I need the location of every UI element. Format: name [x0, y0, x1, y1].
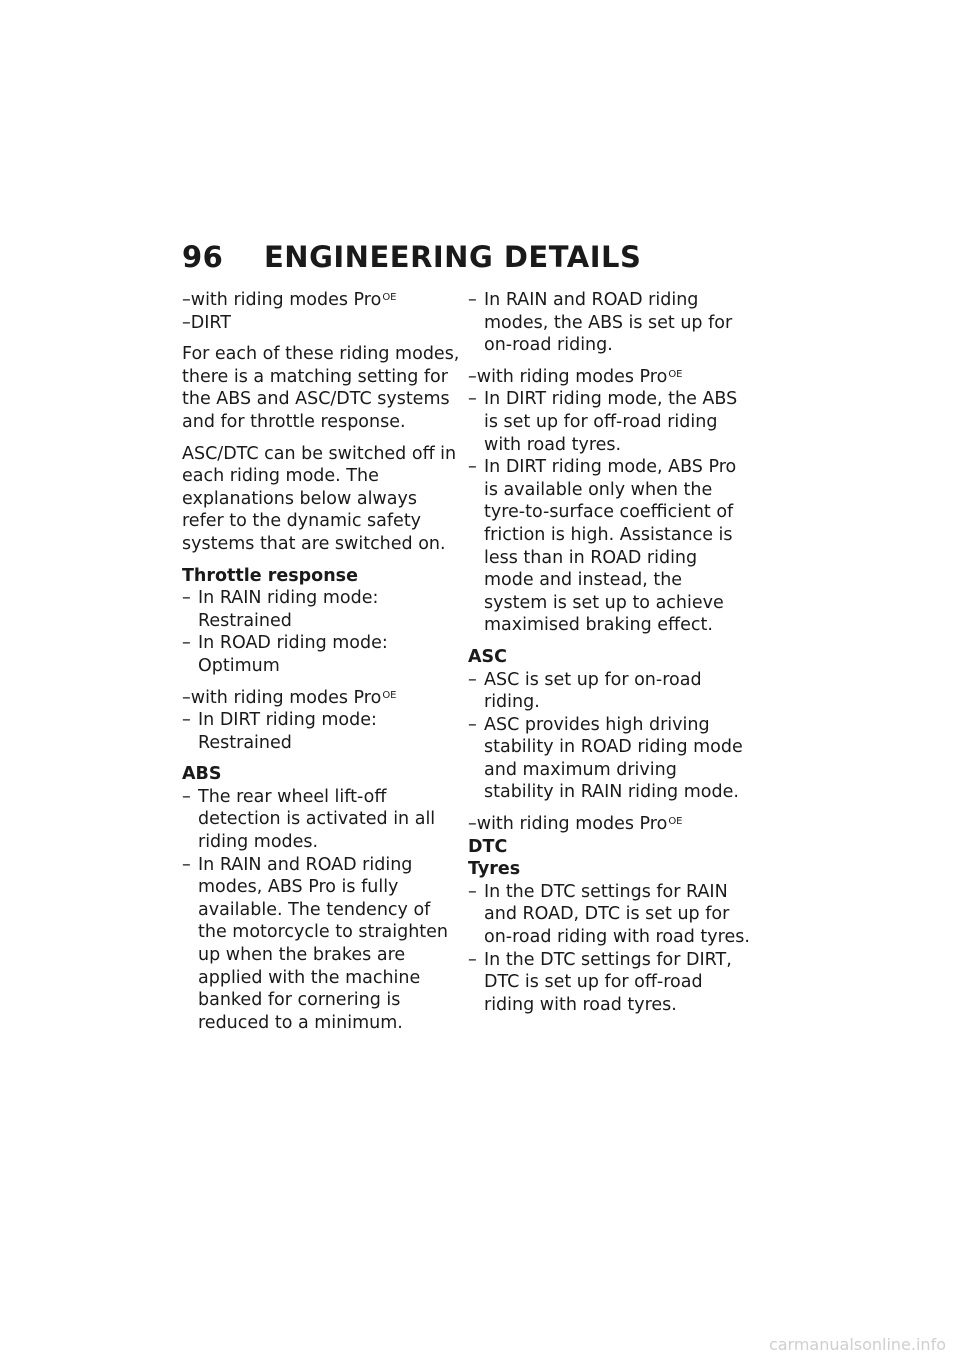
page-title: ENGINEERING DETAILS [264, 240, 642, 274]
list-item: – ASC is set up for on-road riding. [468, 669, 702, 713]
oe-superscript: OE [382, 689, 397, 701]
list-item: –DIRT [182, 312, 231, 333]
oe-superscript: OE [382, 292, 397, 303]
list-item: – ASC provides high driving stability in ROAD riding mode and maximum driving stability in RAIN riding mode. [468, 714, 743, 803]
section-heading-throttle: Throttle response [182, 565, 358, 586]
list-item: – In ROAD riding mode: Optimum [182, 633, 388, 676]
paragraph: For each of these riding modes, there is a matching setting for the ABS and ASC/DTC systems and for throttle response. [182, 344, 460, 432]
page-number: 96 [182, 240, 224, 274]
oe-superscript: OE [668, 816, 683, 828]
list-item: – In DIRT riding mode: Restrained [182, 710, 377, 753]
section-heading-asc: ASC [468, 646, 507, 667]
list-item: – In DIRT riding mode, the ABS is set up for off-road riding with road tyres. [468, 389, 738, 455]
variant-note: –with riding modes Pro$^{OE}$ [182, 290, 397, 310]
section-heading-dtc: DTC [468, 836, 508, 857]
variant-note: –with riding modes Pro$^{OE}$ [182, 687, 397, 708]
abs-pro-list [468, 388, 750, 637]
right-column [468, 289, 750, 1016]
list-item: – In RAIN riding mode: Restrained [182, 588, 379, 631]
variant-note: –with riding modes Pro$^{OE}$ [468, 814, 683, 835]
list-item: – In DIRT riding mode, ABS Pro is available only when the tyre-to-surface coefficient of friction is high. Assistance is less than in ROAD riding mode and instead, the system is set up to achieve maximised braking effect. [468, 457, 737, 636]
asc-list [468, 669, 750, 805]
oe-superscript: OE [668, 368, 683, 380]
list-item: – In RAIN and ROAD riding modes, the ABS is set up for on-road riding. [468, 290, 733, 356]
section-heading-abs: ABS [182, 764, 222, 785]
dtc-list [468, 881, 750, 1017]
page-header [182, 240, 641, 274]
variant-note: –with riding modes Pro$^{OE}$ [468, 366, 683, 387]
paragraph: ASC/DTC can be switched off in each riding mode. The explanations below always refer to the dynamic safety systems that are switched on. [182, 443, 457, 554]
abs-list-continued [468, 289, 750, 357]
list-item: – In RAIN and ROAD riding modes, ABS Pro is fully available. The tendency of the motorcycle to straighten up when the brakes are applied with the machine banked for cornering is reduced to a minimum. [182, 854, 449, 1033]
abs-list [182, 786, 464, 1035]
sub-heading-tyres: Tyres [468, 859, 521, 880]
throttle-list [182, 587, 464, 677]
list-item: – In the DTC settings for DIRT, DTC is set up for off-road riding with road tyres. [468, 949, 732, 1015]
throttle-pro-list [182, 709, 464, 754]
list-item: – In the DTC settings for RAIN and ROAD, DTC is set up for on-road riding with road tyres. [468, 881, 750, 948]
left-column [182, 289, 464, 1034]
watermark: carmanualsonline.info [768, 1335, 946, 1354]
list-item: – The rear wheel lift-off detection is activated in all riding modes. [182, 786, 436, 853]
